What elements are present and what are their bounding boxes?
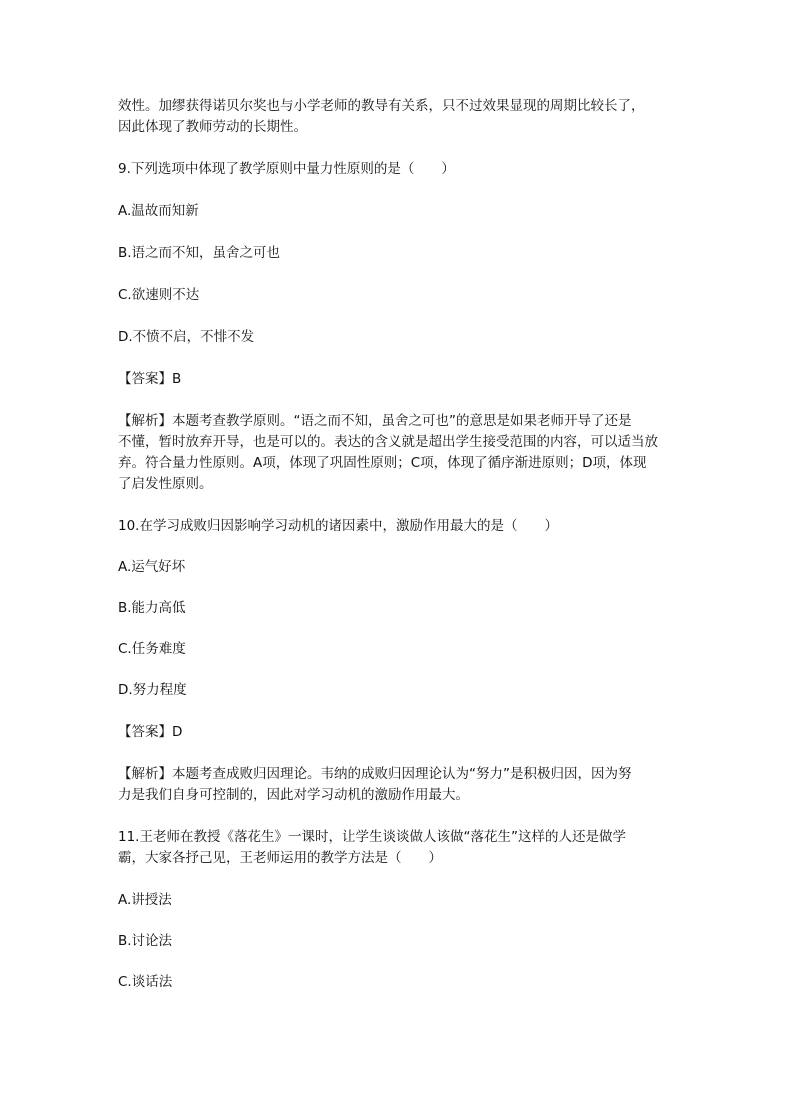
question-9-option-c: C.欲速则不达 [118,287,200,303]
question-9-stem: 9.下列选项中体现了教学原则中量力性原则的是（ ） [118,161,455,177]
question-9-option-a: A.温故而知新 [118,203,199,219]
question-11-stem-line-1: 11.王老师在教授《落花生》一课时，让学生谈谈做人该做“落花生”这样的人还是做学 [118,829,626,845]
question-9-analysis-line-1: 【解析】本题考查教学原则。“语之而不知，虽舍之可也”的意思是如果老师开导了还是 [118,413,632,429]
question-9-answer: 【答案】B [118,371,182,387]
question-10-option-d: D.努力程度 [118,682,187,698]
question-9-analysis-line-3: 弃。符合量力性原则。A项，体现了巩固性原则；C项，体现了循序渐进原则；D项，体现 [118,455,647,471]
intro-line-2: 因此体现了教师劳动的长期性。 [118,119,307,135]
question-9-analysis-line-4: 了启发性原则。 [118,476,213,492]
question-11-option-c: C.谈话法 [118,974,173,990]
question-10-analysis-line-2: 力是我们自身可控制的，因此对学习动机的激励作用最大。 [118,787,469,803]
question-11-option-a: A.讲授法 [118,892,172,908]
question-10-option-a: A.运气好坏 [118,559,186,575]
question-9-analysis-line-2: 不懂，暂时放弃开导，也是可以的。表达的含义就是超出学生接受范围的内容，可以适当放 [118,434,658,450]
question-10-stem: 10.在学习成败归因影响学习动机的诸因素中，激励作用最大的是（ ） [118,518,558,534]
question-10-option-b: B.能力高低 [118,600,186,616]
question-10-option-c: C.任务难度 [118,641,186,657]
question-10-answer: 【答案】D [118,724,183,740]
question-9-option-d: D.不愤不启，不悱不发 [118,329,255,345]
question-9-option-b: B.语之而不知，虽舍之可也 [118,245,281,261]
question-11-stem-line-2: 霸，大家各抒己见，王老师运用的教学方法是（ ） [118,850,442,866]
document-page [118,0,678,1119]
intro-line-1: 效性。加缪获得诺贝尔奖也与小学老师的教导有关系，只不过效果显现的周期比较长了， [118,98,645,114]
question-10-analysis-line-1: 【解析】本题考查成败归因理论。韦纳的成败归因理论认为“努力”是积极归因，因为努 [118,766,632,782]
question-11-option-b: B.讨论法 [118,933,173,949]
